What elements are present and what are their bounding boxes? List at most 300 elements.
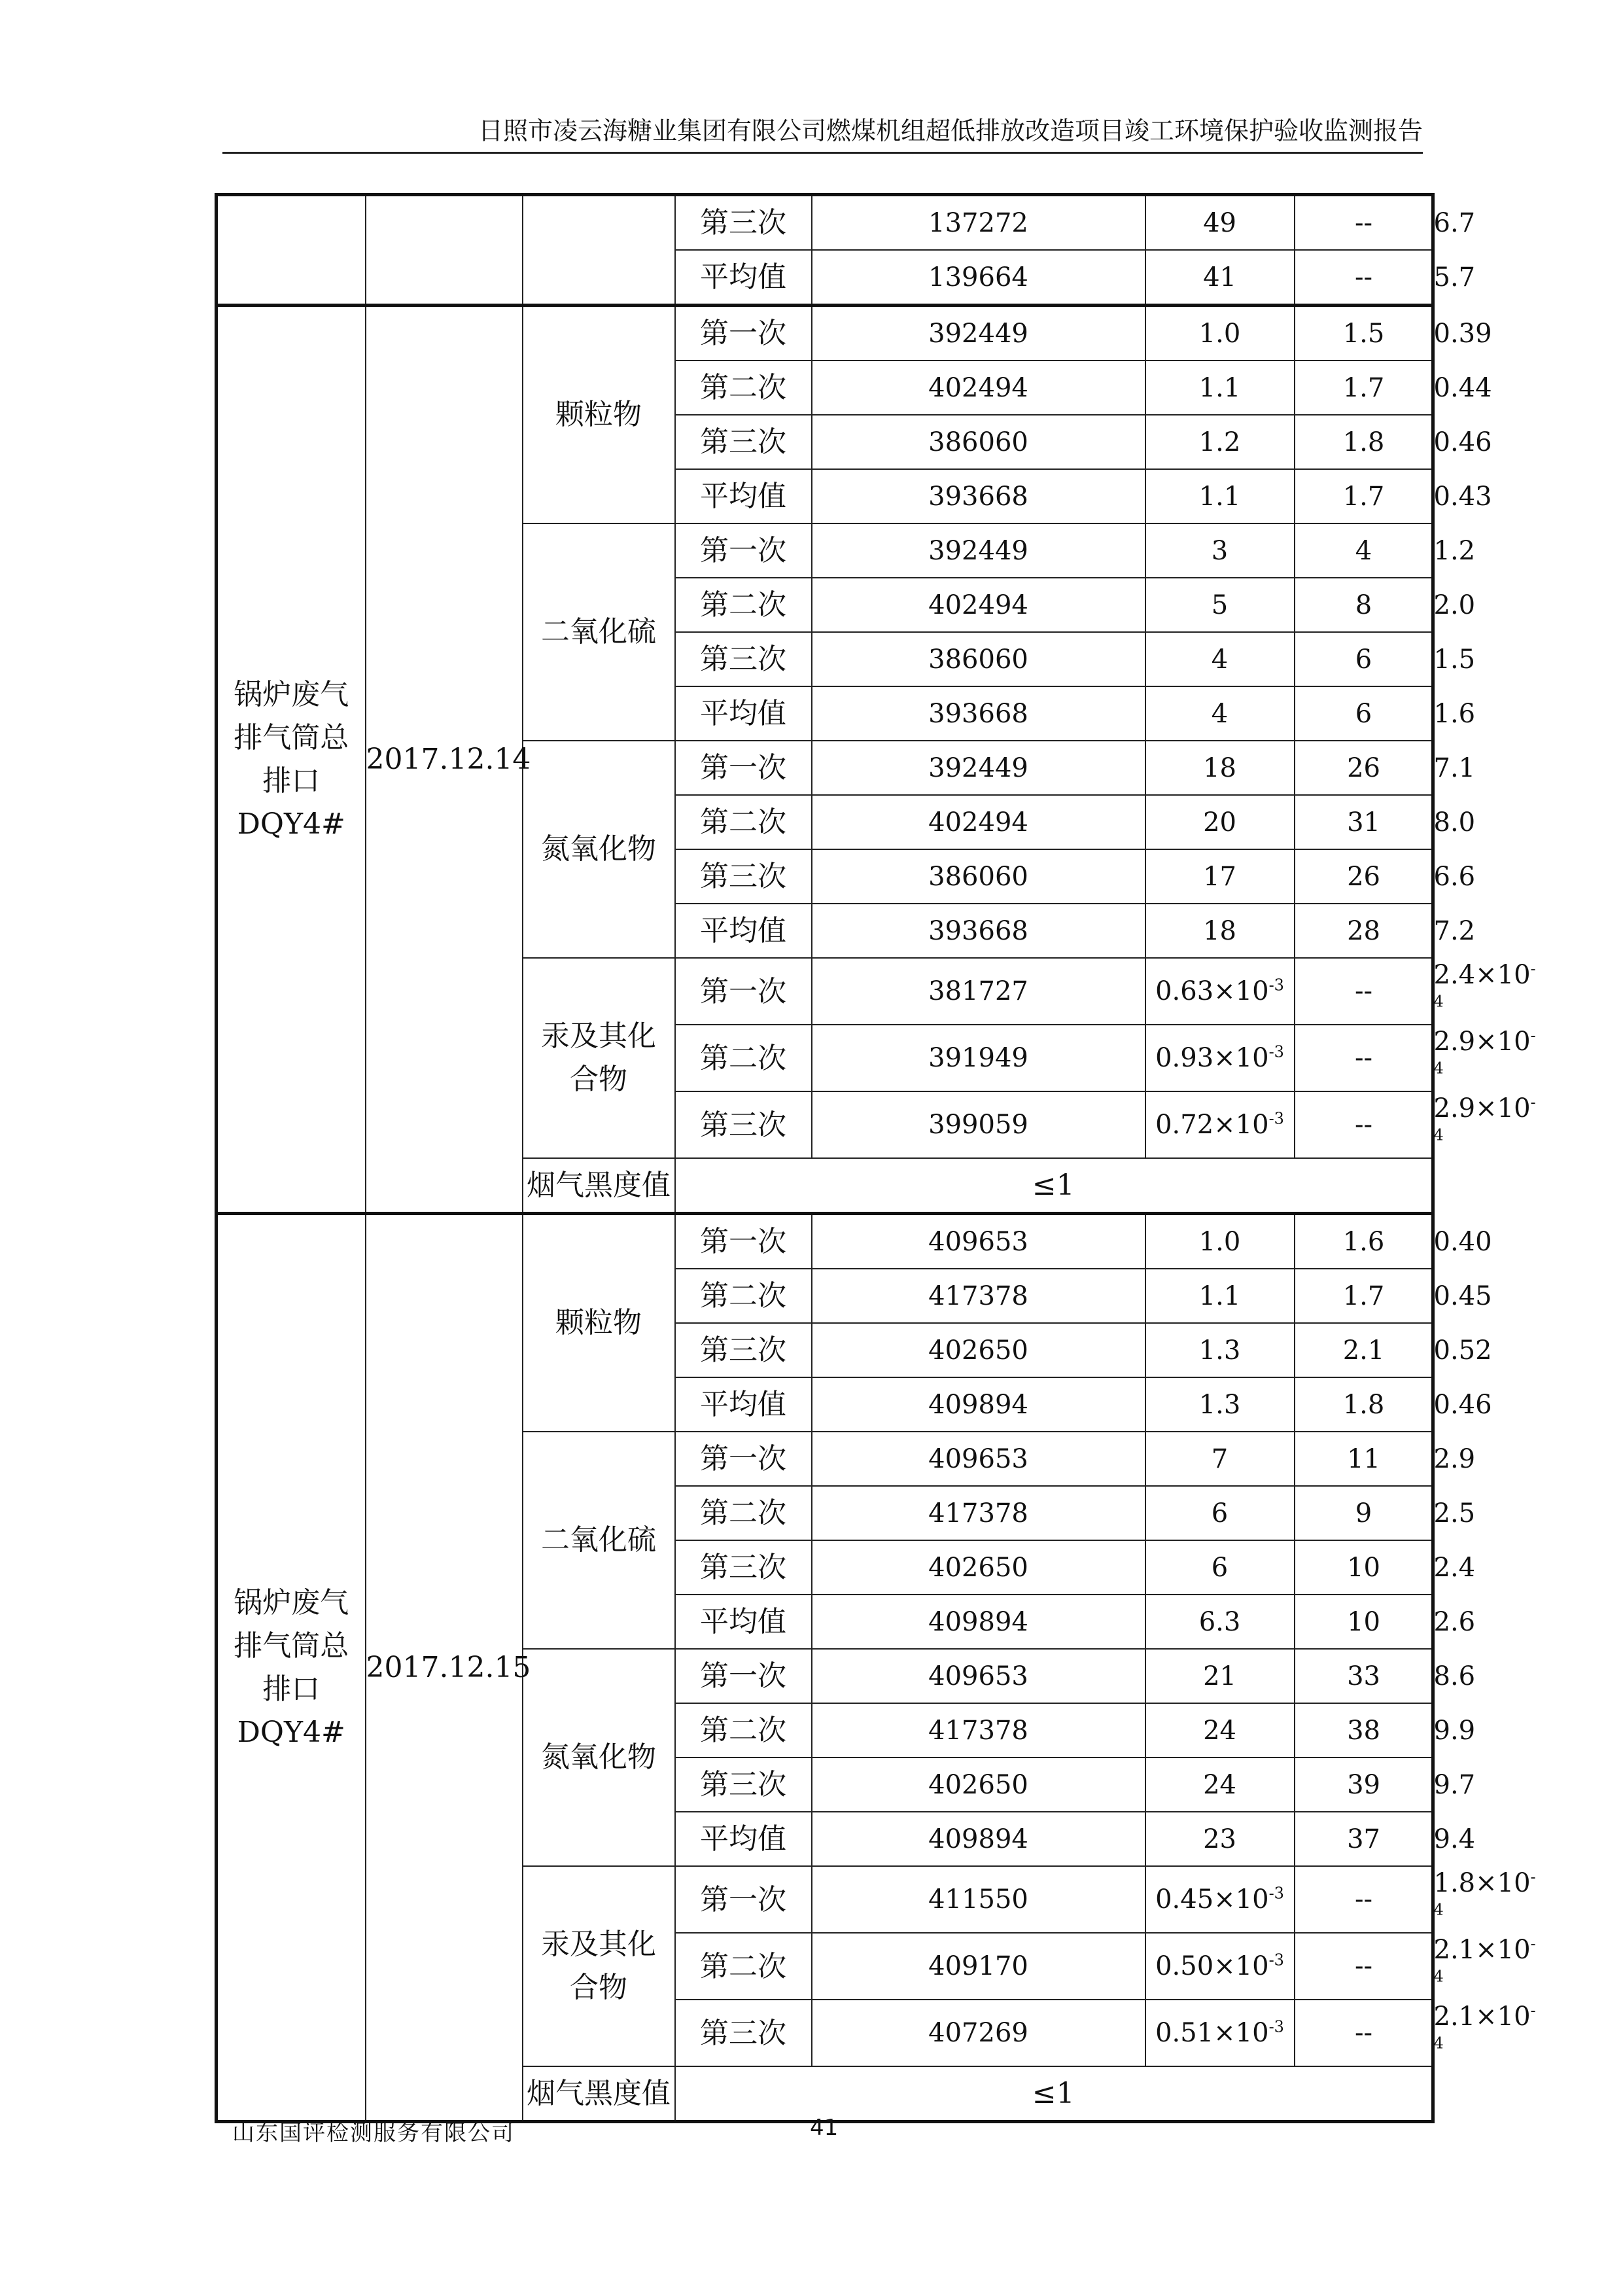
pollutant-cell-line: 汞及其化 xyxy=(541,1019,656,1053)
concentration-cell-text: 23 xyxy=(1203,1824,1236,1854)
emission-rate-cell-base: 2.1×10 xyxy=(1433,1935,1531,1965)
location-cell-line: 排气筒总 xyxy=(234,720,349,754)
sequence-cell xyxy=(675,1649,812,1703)
footer-company: 山东国评检测服务有限公司 xyxy=(232,2120,515,2146)
emission-rate-cell-exponent: -4 xyxy=(1433,1093,1536,1144)
concentration-cell-text: 24 xyxy=(1203,1769,1236,1800)
converted-concentration-cell xyxy=(1295,1757,1433,1812)
converted-concentration-cell-text: 6 xyxy=(1355,644,1372,675)
concentration-cell-exponent: -3 xyxy=(1268,1884,1284,1903)
pollutant-cell xyxy=(523,1649,675,1866)
flow-cell-text: 411550 xyxy=(928,1884,1028,1915)
sequence-cell xyxy=(675,1214,812,1269)
converted-concentration-cell xyxy=(1295,578,1433,632)
concentration-cell-text: 20 xyxy=(1203,807,1236,838)
sequence-cell-text: 第二次 xyxy=(700,1496,786,1530)
pollutant-cell-line: 氮氧化物 xyxy=(541,832,656,866)
concentration-cell-text: 1.3 xyxy=(1198,1389,1241,1420)
converted-concentration-cell-text: 38 xyxy=(1347,1715,1380,1746)
flow-cell-text: 409653 xyxy=(928,1443,1028,1474)
emission-rate-cell-base: 2.1×10 xyxy=(1433,2002,1531,2032)
concentration-cell-text: 3 xyxy=(1211,535,1229,566)
flow-cell xyxy=(812,578,1145,632)
converted-concentration-cell-text: -- xyxy=(1355,262,1373,292)
sequence-cell xyxy=(675,2000,812,2066)
converted-concentration-cell-text: 31 xyxy=(1347,807,1380,838)
concentration-cell xyxy=(1145,686,1295,741)
sequence-cell xyxy=(675,849,812,904)
sequence-cell-text: 第一次 xyxy=(700,1882,786,1916)
sequence-cell-text: 第一次 xyxy=(700,974,786,1008)
report-header-title: 日照市凌云海糖业集团有限公司燃煤机组超低排放改造项目竣工环境保护验收监测报告 xyxy=(222,111,1423,154)
blackness-value-cell-text: ≤1 xyxy=(1032,1168,1075,1202)
sequence-cell-text: 平均值 xyxy=(700,1822,786,1856)
concentration-cell-text: 1.1 xyxy=(1198,481,1241,512)
converted-concentration-cell xyxy=(1295,1933,1433,2000)
pollutant-cell-line: 二氧化硫 xyxy=(541,615,656,648)
concentration-cell-exponent: -3 xyxy=(1268,2017,1284,2036)
sequence-cell xyxy=(675,632,812,686)
flow-cell-text: 392449 xyxy=(928,318,1028,349)
concentration-cell-base: 0.63×10 xyxy=(1155,976,1269,1006)
sequence-cell-text: 第三次 xyxy=(700,860,786,893)
concentration-cell-text: 4 xyxy=(1211,644,1229,675)
converted-concentration-cell-text: 10 xyxy=(1347,1552,1380,1583)
emission-rate-cell-text: 2.6 xyxy=(1433,1606,1476,1637)
concentration-cell-exponent: -3 xyxy=(1268,1042,1284,1061)
sequence-cell xyxy=(675,1757,812,1812)
flow-cell-text: 409170 xyxy=(928,1951,1028,1981)
concentration-cell-base: 0.72×10 xyxy=(1155,1110,1269,1140)
concentration-cell xyxy=(1145,361,1295,415)
flow-cell xyxy=(812,2000,1145,2066)
blackness-label-cell-text: 烟气黑度值 xyxy=(527,2076,671,2110)
blackness-value-cell xyxy=(675,1158,1433,1214)
flow-cell-text: 409653 xyxy=(928,1226,1028,1257)
flow-cell-text: 402494 xyxy=(928,590,1028,620)
converted-concentration-cell-text: 8 xyxy=(1355,590,1372,620)
blackness-label-cell xyxy=(523,2066,675,2122)
sequence-cell-text: 第一次 xyxy=(700,1659,786,1693)
converted-concentration-cell-text: 1.7 xyxy=(1342,372,1385,403)
converted-concentration-cell xyxy=(1295,1866,1433,1933)
flow-cell-text: 409894 xyxy=(928,1389,1028,1420)
flow-cell xyxy=(812,1812,1145,1866)
concentration-cell xyxy=(1145,1269,1295,1323)
location-cell-line: 排口 xyxy=(262,764,321,798)
concentration-cell-text: 6 xyxy=(1211,1498,1229,1528)
converted-concentration-cell xyxy=(1295,1025,1433,1091)
sequence-cell-text: 第一次 xyxy=(700,1225,786,1258)
sequence-cell xyxy=(675,250,812,306)
concentration-cell-exponent: -3 xyxy=(1268,976,1284,995)
flow-cell-text: 417378 xyxy=(928,1498,1028,1528)
flow-cell xyxy=(812,1025,1145,1091)
concentration-cell-text: 1.1 xyxy=(1198,1280,1241,1311)
date-cell xyxy=(366,1214,531,2122)
concentration-cell xyxy=(1145,415,1295,469)
concentration-cell xyxy=(1145,195,1295,251)
concentration-cell-text: 1.1 xyxy=(1198,372,1241,403)
location-cell-line: 排口 xyxy=(262,1672,321,1706)
converted-concentration-cell xyxy=(1295,1540,1433,1595)
converted-concentration-cell xyxy=(1295,1595,1433,1649)
flow-cell xyxy=(812,1432,1145,1486)
sequence-cell xyxy=(675,686,812,741)
concentration-cell-text: 1.0 xyxy=(1198,318,1241,349)
converted-concentration-cell-text: 11 xyxy=(1347,1443,1380,1474)
flow-cell xyxy=(812,1703,1145,1757)
flow-cell xyxy=(812,1377,1145,1432)
sequence-cell-text: 第二次 xyxy=(700,1041,786,1075)
converted-concentration-cell-text: -- xyxy=(1355,976,1373,1006)
flow-cell-text: 402650 xyxy=(928,1769,1028,1800)
sequence-cell-text: 第三次 xyxy=(700,1108,786,1142)
concentration-cell xyxy=(1145,2000,1295,2066)
flow-cell xyxy=(812,1323,1145,1377)
sequence-cell-text: 第一次 xyxy=(700,534,786,567)
converted-concentration-cell xyxy=(1295,1649,1433,1703)
flow-cell xyxy=(812,1214,1145,1269)
converted-concentration-cell xyxy=(1295,1703,1433,1757)
date-cell-empty xyxy=(366,195,523,306)
flow-cell xyxy=(812,958,1145,1025)
converted-concentration-cell-text: -- xyxy=(1355,1884,1373,1915)
converted-concentration-cell-text: 1.8 xyxy=(1342,427,1385,457)
location-cell-line: 排气筒总 xyxy=(234,1629,349,1663)
converted-concentration-cell xyxy=(1295,250,1433,306)
converted-concentration-cell xyxy=(1295,795,1433,849)
converted-concentration-cell-text: -- xyxy=(1355,1110,1373,1140)
emission-rate-cell-text: 0.52 xyxy=(1433,1335,1492,1366)
flow-cell xyxy=(812,1540,1145,1595)
emission-rate-cell-text: 0.40 xyxy=(1433,1226,1492,1257)
converted-concentration-cell xyxy=(1295,849,1433,904)
converted-concentration-cell xyxy=(1295,2000,1433,2066)
flow-cell-text: 409653 xyxy=(928,1661,1028,1691)
sequence-cell xyxy=(675,1323,812,1377)
concentration-cell xyxy=(1145,1595,1295,1649)
converted-concentration-cell xyxy=(1295,1377,1433,1432)
concentration-cell-base: 0.45×10 xyxy=(1155,1884,1269,1915)
flow-cell xyxy=(812,1757,1145,1812)
flow-cell xyxy=(812,1091,1145,1158)
converted-concentration-cell-text: -- xyxy=(1355,207,1373,238)
sequence-cell-text: 平均值 xyxy=(700,914,786,947)
flow-cell-text: 393668 xyxy=(928,698,1028,729)
flow-cell-text: 393668 xyxy=(928,481,1028,512)
flow-cell-text: 391949 xyxy=(928,1043,1028,1073)
flow-cell-text: 402494 xyxy=(928,807,1028,838)
sequence-cell-text: 第二次 xyxy=(700,1714,786,1747)
emission-rate-cell-base: 2.9×10 xyxy=(1433,1093,1531,1123)
sequence-cell xyxy=(675,1540,812,1595)
converted-concentration-cell xyxy=(1295,1269,1433,1323)
sequence-cell-text: 平均值 xyxy=(700,260,786,294)
flow-cell-text: 386060 xyxy=(928,861,1028,892)
footer-page-number: 41 xyxy=(810,2115,839,2141)
converted-concentration-cell xyxy=(1295,1323,1433,1377)
blackness-label-cell-text: 烟气黑度值 xyxy=(527,1168,671,1202)
pollutant-cell-line: 氮氧化物 xyxy=(541,1740,656,1774)
converted-concentration-cell-text: 9 xyxy=(1355,1498,1372,1528)
emission-rate-cell-base: 2.4×10 xyxy=(1433,960,1531,990)
emission-rate-cell-text: 2.0 xyxy=(1433,590,1476,620)
location-cell xyxy=(217,1214,366,2122)
flow-cell xyxy=(812,904,1145,958)
flow-cell xyxy=(812,1486,1145,1540)
flow-cell-text: 409894 xyxy=(928,1606,1028,1637)
sequence-cell-text: 平均值 xyxy=(700,1388,786,1421)
emission-rate-cell-text: 9.7 xyxy=(1433,1769,1476,1800)
concentration-cell-text: 41 xyxy=(1203,262,1236,292)
concentration-cell-text: 1.2 xyxy=(1198,427,1241,457)
flow-cell-text: 137272 xyxy=(928,207,1028,238)
converted-concentration-cell xyxy=(1295,523,1433,578)
converted-concentration-cell-text: 1.6 xyxy=(1342,1226,1385,1257)
sequence-cell-text: 平均值 xyxy=(700,1605,786,1638)
converted-concentration-cell xyxy=(1295,632,1433,686)
emission-rate-cell-text: 7.2 xyxy=(1433,915,1476,946)
concentration-cell-text: 1.3 xyxy=(1198,1335,1241,1366)
location-cell-empty xyxy=(217,195,366,306)
converted-concentration-cell-text: 1.7 xyxy=(1342,481,1385,512)
sequence-cell xyxy=(675,1595,812,1649)
converted-concentration-cell-text: 1.7 xyxy=(1342,1280,1385,1311)
pollutant-cell-line: 二氧化硫 xyxy=(541,1523,656,1557)
pollutant-cell xyxy=(523,1432,675,1649)
pollutant-cell-line: 合物 xyxy=(570,1063,627,1096)
emission-rate-cell-text: 5.7 xyxy=(1433,262,1476,292)
converted-concentration-cell-text: -- xyxy=(1355,1043,1373,1073)
location-cell xyxy=(217,306,366,1214)
converted-concentration-cell-text: 10 xyxy=(1347,1606,1380,1637)
table-row xyxy=(217,195,1433,251)
concentration-cell xyxy=(1145,469,1295,523)
converted-concentration-cell xyxy=(1295,1214,1433,1269)
sequence-cell-text: 平均值 xyxy=(700,697,786,730)
concentration-cell-text: 18 xyxy=(1203,915,1236,946)
converted-concentration-cell xyxy=(1295,741,1433,795)
sequence-cell-text: 第二次 xyxy=(700,1949,786,1983)
concentration-cell-text: 4 xyxy=(1211,698,1229,729)
concentration-cell xyxy=(1145,523,1295,578)
converted-concentration-cell-text: 26 xyxy=(1347,861,1380,892)
sequence-cell xyxy=(675,958,812,1025)
concentration-cell-base: 0.51×10 xyxy=(1155,2018,1269,2048)
emission-rate-cell-text: 0.46 xyxy=(1433,427,1492,457)
concentration-cell-text: 21 xyxy=(1203,1661,1236,1691)
concentration-cell-text: 7 xyxy=(1211,1443,1229,1474)
flow-cell-text: 402650 xyxy=(928,1335,1028,1366)
flow-cell xyxy=(812,523,1145,578)
flow-cell xyxy=(812,632,1145,686)
sequence-cell xyxy=(675,195,812,251)
flow-cell xyxy=(812,741,1145,795)
sequence-cell xyxy=(675,1812,812,1866)
sequence-cell-text: 第二次 xyxy=(700,371,786,404)
concentration-cell xyxy=(1145,1812,1295,1866)
flow-cell xyxy=(812,250,1145,306)
converted-concentration-cell xyxy=(1295,361,1433,415)
sequence-cell xyxy=(675,1703,812,1757)
flow-cell-text: 399059 xyxy=(928,1110,1028,1140)
flow-cell-text: 402650 xyxy=(928,1552,1028,1583)
flow-cell xyxy=(812,306,1145,361)
flow-cell-text: 392449 xyxy=(928,535,1028,566)
sequence-cell xyxy=(675,741,812,795)
flow-cell xyxy=(812,1866,1145,1933)
sequence-cell-text: 第三次 xyxy=(700,206,786,239)
emission-rate-cell-text: 9.4 xyxy=(1433,1824,1476,1854)
date-cell-text: 2017.12.14 xyxy=(366,742,531,776)
sequence-cell xyxy=(675,1269,812,1323)
emission-rate-cell-exponent: -4 xyxy=(1433,1934,1536,1986)
pollutant-cell-line: 合物 xyxy=(570,1971,627,2004)
date-cell xyxy=(366,306,531,1214)
concentration-cell xyxy=(1145,1933,1295,2000)
converted-concentration-cell xyxy=(1295,306,1433,361)
converted-concentration-cell xyxy=(1295,1812,1433,1866)
sequence-cell-text: 第一次 xyxy=(700,751,786,785)
sequence-cell xyxy=(675,1933,812,2000)
emission-rate-cell-text: 6.6 xyxy=(1433,861,1476,892)
concentration-cell-exponent: -3 xyxy=(1268,1109,1284,1128)
flow-cell-text: 417378 xyxy=(928,1280,1028,1311)
emission-rate-cell-text: 6.7 xyxy=(1433,207,1476,238)
concentration-cell xyxy=(1145,250,1295,306)
pollutant-cell xyxy=(523,958,675,1158)
concentration-cell-text: 49 xyxy=(1203,207,1236,238)
date-cell-text: 2017.12.15 xyxy=(366,1650,531,1684)
emission-rate-cell-text: 0.39 xyxy=(1433,318,1492,349)
converted-concentration-cell xyxy=(1295,469,1433,523)
sequence-cell-text: 第三次 xyxy=(700,425,786,459)
concentration-cell xyxy=(1145,578,1295,632)
emission-rate-cell-text: 1.2 xyxy=(1433,535,1476,566)
table-row xyxy=(217,306,1433,361)
emission-rate-cell-text: 8.0 xyxy=(1433,807,1476,838)
concentration-cell xyxy=(1145,1866,1295,1933)
concentration-cell-text: 6 xyxy=(1211,1552,1229,1583)
sequence-cell xyxy=(675,578,812,632)
sequence-cell xyxy=(675,1377,812,1432)
converted-concentration-cell xyxy=(1295,1091,1433,1158)
flow-cell xyxy=(812,415,1145,469)
converted-concentration-cell-text: 1.5 xyxy=(1342,318,1385,349)
sequence-cell-text: 第一次 xyxy=(700,317,786,350)
concentration-cell-base: 0.93×10 xyxy=(1155,1043,1269,1073)
flow-cell xyxy=(812,849,1145,904)
concentration-cell xyxy=(1145,1432,1295,1486)
emission-rate-cell-text: 1.5 xyxy=(1433,644,1476,675)
converted-concentration-cell-text: -- xyxy=(1355,1951,1373,1981)
sequence-cell-text: 第三次 xyxy=(700,2016,786,2050)
flow-cell xyxy=(812,469,1145,523)
pollutant-cell xyxy=(523,523,675,741)
sequence-cell xyxy=(675,415,812,469)
concentration-cell xyxy=(1145,632,1295,686)
flow-cell-text: 381727 xyxy=(928,976,1028,1006)
flow-cell-text: 407269 xyxy=(928,2018,1028,2048)
emission-rate-cell-text: 9.9 xyxy=(1433,1715,1476,1746)
pollutant-cell xyxy=(523,306,675,524)
sequence-cell xyxy=(675,1091,812,1158)
converted-concentration-cell-text: 26 xyxy=(1347,752,1380,783)
emission-rate-cell-text: 7.1 xyxy=(1433,752,1476,783)
concentration-cell xyxy=(1145,741,1295,795)
concentration-cell xyxy=(1145,795,1295,849)
emission-rate-cell-text: 1.6 xyxy=(1433,698,1476,729)
concentration-cell xyxy=(1145,1091,1295,1158)
flow-cell-text: 393668 xyxy=(928,915,1028,946)
converted-concentration-cell xyxy=(1295,958,1433,1025)
pollutant-cell xyxy=(523,741,675,958)
converted-concentration-cell xyxy=(1295,904,1433,958)
sequence-cell-text: 平均值 xyxy=(700,480,786,513)
flow-cell-text: 386060 xyxy=(928,644,1028,675)
pollutant-cell xyxy=(523,1866,675,2066)
converted-concentration-cell-text: 37 xyxy=(1347,1824,1380,1854)
converted-concentration-cell-text: 1.8 xyxy=(1342,1389,1385,1420)
sequence-cell-text: 第三次 xyxy=(700,1333,786,1367)
concentration-cell-exponent: -3 xyxy=(1268,1951,1284,1969)
concentration-cell xyxy=(1145,849,1295,904)
sequence-cell xyxy=(675,1432,812,1486)
flow-cell-text: 409894 xyxy=(928,1824,1028,1854)
sequence-cell xyxy=(675,469,812,523)
concentration-cell xyxy=(1145,1703,1295,1757)
emission-rate-cell-text: 2.4 xyxy=(1433,1552,1476,1583)
flow-cell-text: 392449 xyxy=(928,752,1028,783)
pollutant-cell-empty xyxy=(523,195,675,306)
converted-concentration-cell xyxy=(1295,1486,1433,1540)
location-cell-line: DQY4# xyxy=(237,807,345,841)
concentration-cell-text: 17 xyxy=(1203,861,1236,892)
blackness-value-cell xyxy=(675,2066,1433,2122)
emission-rate-cell-text: 0.44 xyxy=(1433,372,1492,403)
flow-cell-text: 402494 xyxy=(928,372,1028,403)
concentration-cell xyxy=(1145,306,1295,361)
flow-cell xyxy=(812,195,1145,251)
emission-rate-cell-text: 2.9 xyxy=(1433,1443,1476,1474)
sequence-cell xyxy=(675,795,812,849)
flow-cell xyxy=(812,361,1145,415)
converted-concentration-cell xyxy=(1295,415,1433,469)
pollutant-cell-line: 汞及其化 xyxy=(541,1928,656,1961)
flow-cell xyxy=(812,1269,1145,1323)
concentration-cell xyxy=(1145,1486,1295,1540)
emission-rate-cell-exponent: -4 xyxy=(1433,1026,1536,1078)
sequence-cell xyxy=(675,523,812,578)
concentration-cell xyxy=(1145,1540,1295,1595)
concentration-cell xyxy=(1145,904,1295,958)
location-cell-line: DQY4# xyxy=(237,1715,345,1749)
converted-concentration-cell-text: 4 xyxy=(1355,535,1372,566)
emission-rate-cell-text: 2.5 xyxy=(1433,1498,1476,1528)
emission-rate-cell-text: 0.45 xyxy=(1433,1280,1492,1311)
converted-concentration-cell-text: 6 xyxy=(1355,698,1372,729)
converted-concentration-cell xyxy=(1295,686,1433,741)
emission-rate-cell-exponent: -4 xyxy=(1433,1867,1536,1919)
concentration-cell xyxy=(1145,1757,1295,1812)
converted-concentration-cell-text: -- xyxy=(1355,2018,1373,2048)
flow-cell xyxy=(812,686,1145,741)
flow-cell xyxy=(812,1595,1145,1649)
concentration-cell xyxy=(1145,1323,1295,1377)
table-row xyxy=(217,1214,1433,1269)
sequence-cell xyxy=(675,306,812,361)
